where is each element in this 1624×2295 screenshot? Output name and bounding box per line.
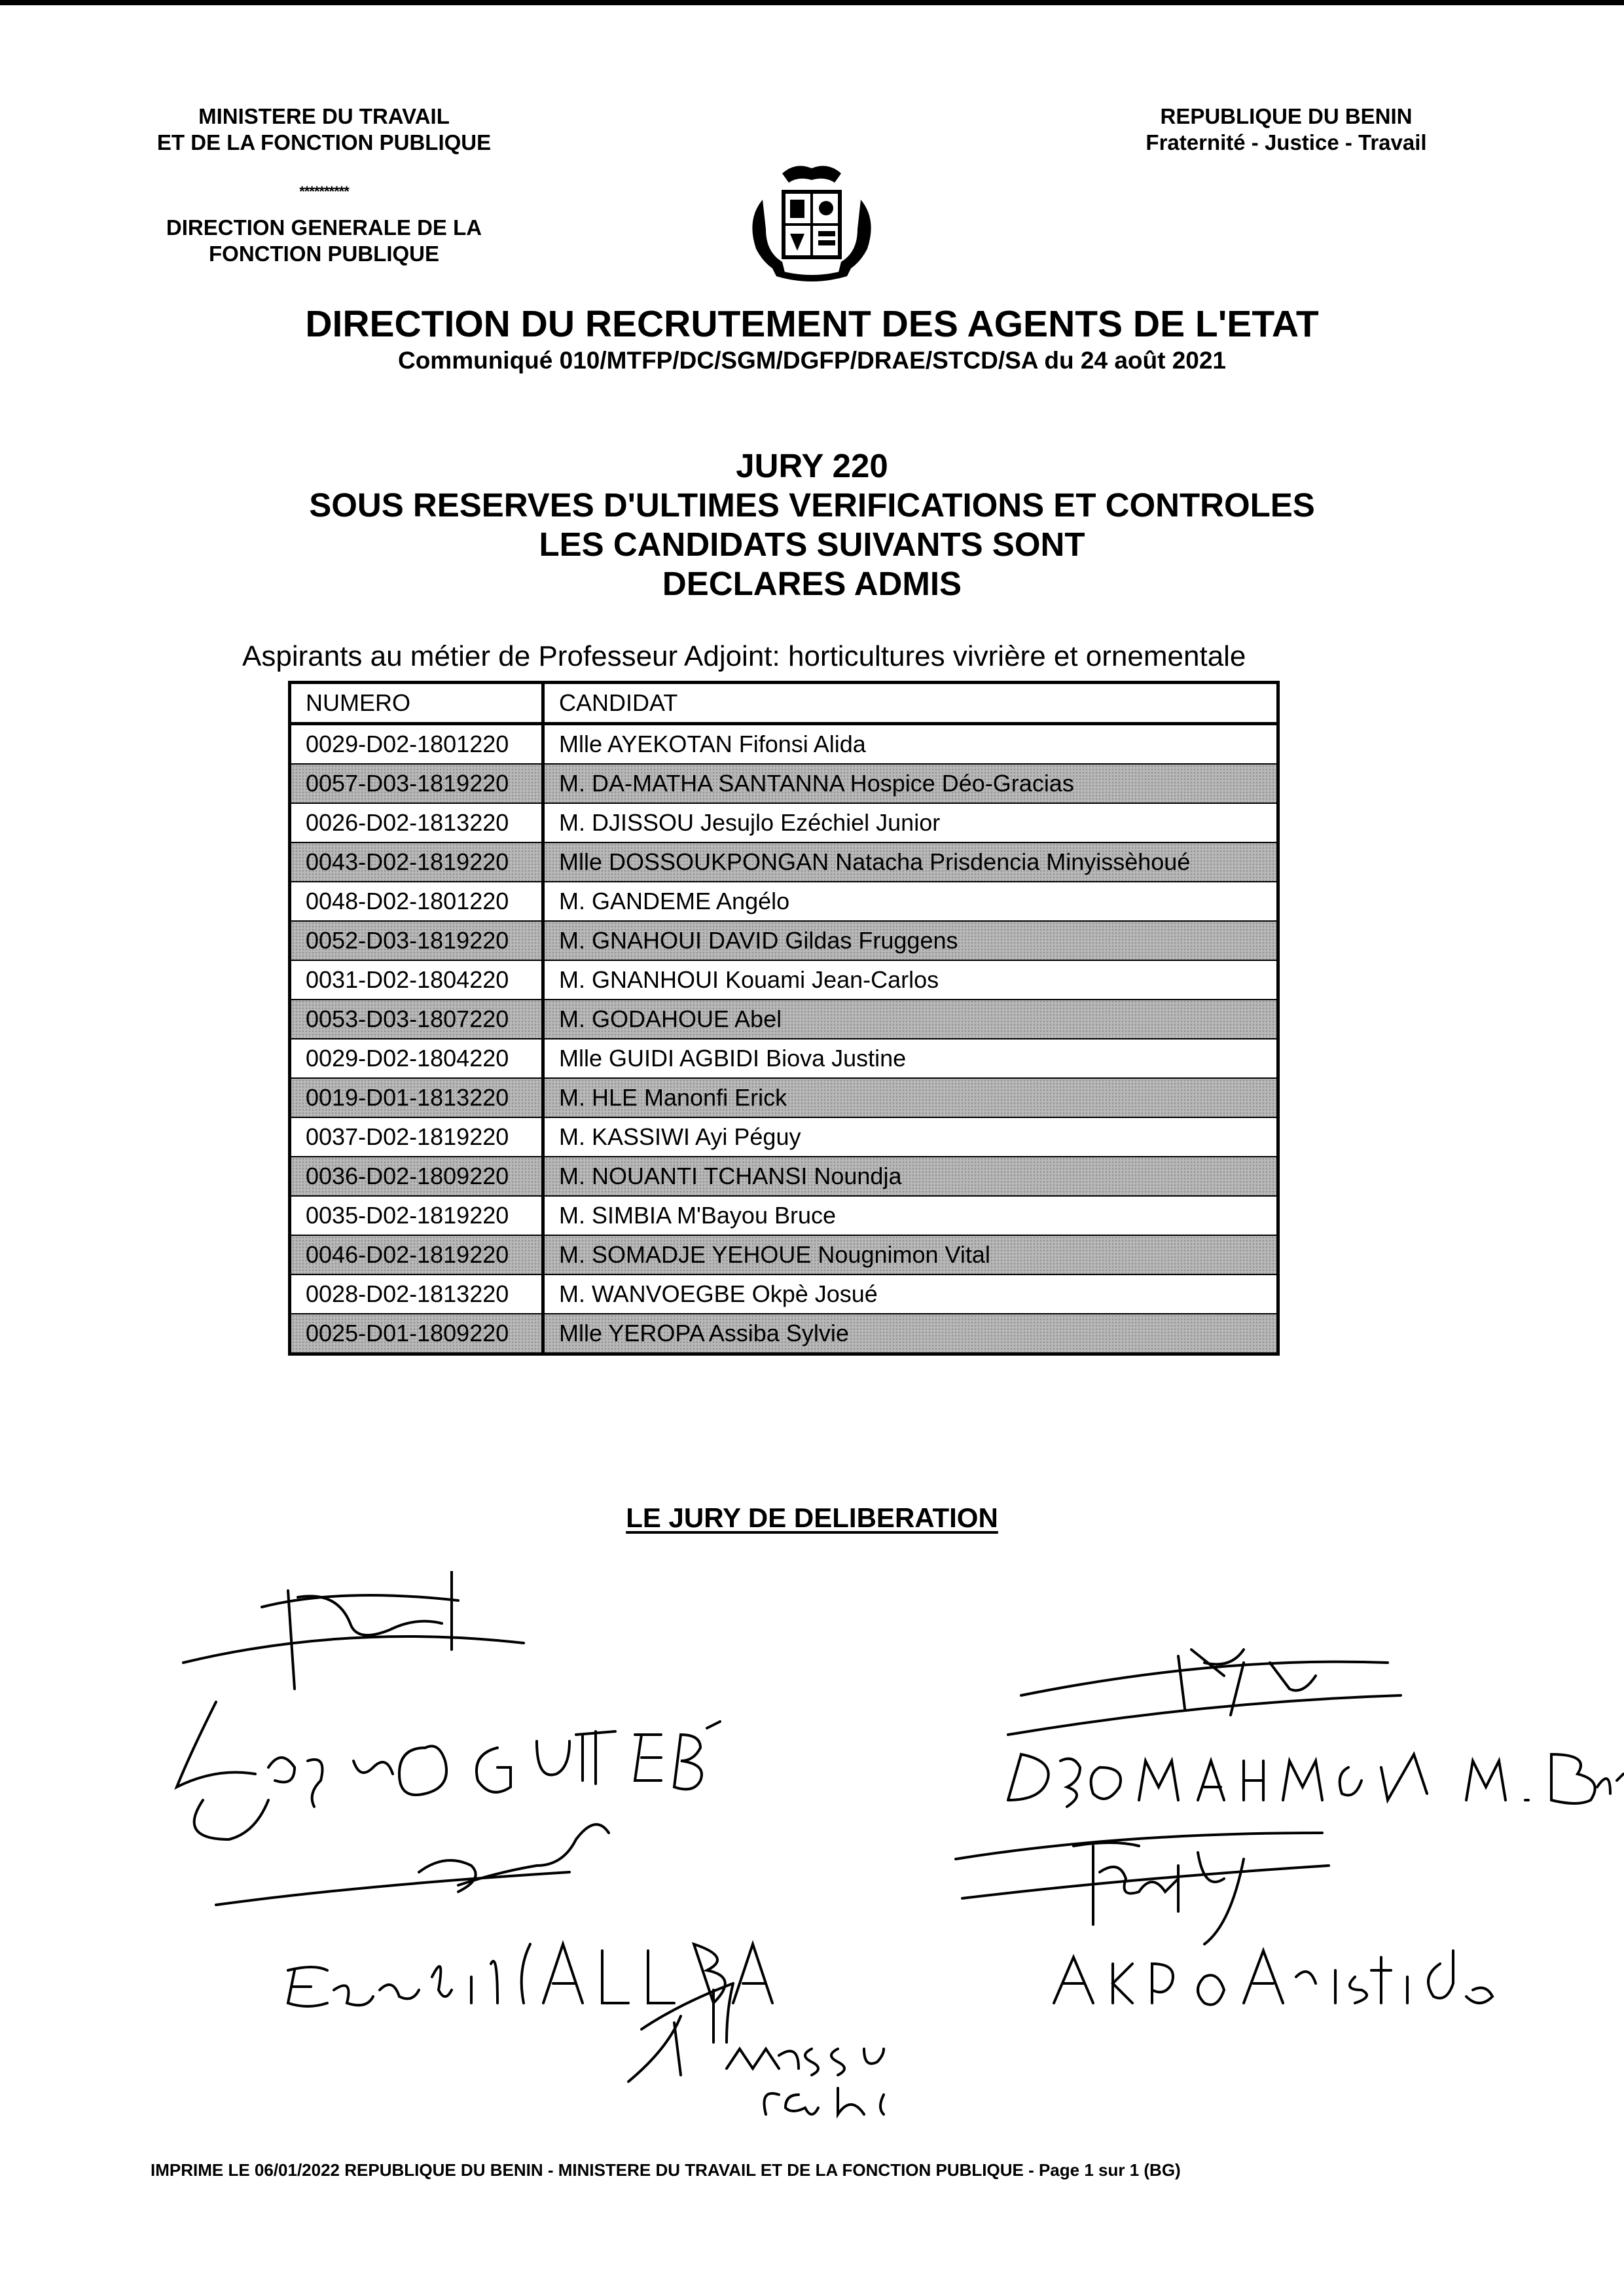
table-row [290,960,1278,1000]
candidate-number: 0028-D02-1813220 [290,1274,543,1314]
republic-motto: Fraternité - Justice - Travail [1146,130,1427,154]
table-row [290,1117,1278,1157]
jury-reserve-line: SOUS RESERVES D'ULTIMES VERIFICATIONS ET CONTROLES [309,486,1315,524]
candidate-number: 0019-D01-1813220 [290,1078,543,1117]
candidate-name: M. KASSIWI Ayi Péguy [543,1117,1278,1157]
candidate-name: M. SOMADJE YEHOUE Nougnimon Vital [543,1235,1278,1274]
admitted-candidates-table [288,681,1280,1356]
candidate-name: M. SIMBIA M'Bayou Bruce [543,1196,1278,1235]
scan-top-border [0,0,1624,5]
candidate-number: 0031-D02-1804220 [290,960,543,1000]
communique-reference: Communiqué 010/MTFP/DC/SGM/DGFP/DRAE/STCD/SA du 24 août 2021 [397,347,1227,374]
jury-number: JURY 220 [736,447,888,484]
table-row [290,882,1278,921]
handwritten-signatures [0,1571,1624,2127]
table-row [290,1196,1278,1235]
candidate-name: M. WANVOEGBE Okpè Josué [543,1274,1278,1314]
header-left [111,103,537,156]
candidate-number: 0053-D03-1807220 [290,1000,543,1039]
candidate-number: 0052-D03-1819220 [290,921,543,960]
table-row [290,1314,1278,1354]
candidate-number: 0043-D02-1819220 [290,842,543,882]
candidate-name: Mlle AYEKOTAN Fifonsi Alida [543,724,1278,765]
table-row [290,1157,1278,1196]
candidate-number: 0036-D02-1809220 [290,1157,543,1196]
print-footer: IMPRIME LE 06/01/2022 REPUBLIQUE DU BENIN - MINISTERE DU TRAVAIL ET DE LA FONCTION PUBLIQUE - Page 1 sur 1 (BG) [151,2160,1181,2180]
direction-line-1: DIRECTION GENERALE DE LA [166,215,482,240]
candidate-name: M. DA-MATHA SANTANNA Hospice Déo-Gracias [543,764,1278,803]
candidate-number: 0037-D02-1819220 [290,1117,543,1157]
header-left-direction [111,215,537,267]
header-separator: ********** [299,183,349,200]
candidate-name: M. GANDEME Angélo [543,882,1278,921]
candidate-number: 0026-D02-1813220 [290,803,543,842]
candidate-name: Mlle GUIDI AGBIDI Biova Justine [543,1039,1278,1078]
table-row [290,724,1278,765]
jury-deliberation-heading: LE JURY DE DELIBERATION [626,1502,998,1533]
candidate-number: 0035-D02-1819220 [290,1196,543,1235]
candidate-name: M. GODAHOUE Abel [543,1000,1278,1039]
candidate-name: M. GNANHOUI Kouami Jean-Carlos [543,960,1278,1000]
candidate-name: M. NOUANTI TCHANSI Noundja [543,1157,1278,1196]
direction-line-2: FONCTION PUBLIQUE [209,242,439,266]
jury-admitted-line: DECLARES ADMIS [662,565,962,602]
direction-title: DIRECTION DU RECRUTEMENT DES AGENTS DE L'ETAT [305,303,1319,345]
table-row [290,921,1278,960]
candidate-name: M. GNAHOUI DAVID Gildas Fruggens [543,921,1278,960]
table-row [290,842,1278,882]
candidate-name: Mlle YEROPA Assiba Sylvie [543,1314,1278,1354]
candidate-name: M. DJISSOU Jesujlo Ezéchiel Junior [543,803,1278,842]
jury-candidates-line: LES CANDIDATS SUIVANTS SONT [539,526,1085,563]
candidate-name: M. HLE Manonfi Erick [543,1078,1278,1117]
table-row [290,803,1278,842]
table-row [290,1078,1278,1117]
column-header-numero: NUMERO [290,683,543,724]
republic-name: REPUBLIQUE DU BENIN [1160,104,1413,128]
ministry-line-2: ET DE LA FONCTION PUBLIQUE [156,130,492,154]
column-header-candidat: CANDIDAT [543,683,1278,724]
table-header-row [290,683,1278,724]
table-row [290,1235,1278,1274]
benin-coat-of-arms-icon [736,160,887,285]
candidate-number: 0057-D03-1819220 [290,764,543,803]
table-row [290,1000,1278,1039]
header-right [1074,103,1499,156]
aspirants-description: Aspirants au métier de Professeur Adjoint: horticultures vivrière et ornementale [242,640,1246,672]
candidate-number: 0046-D02-1819220 [290,1235,543,1274]
table-row [290,1039,1278,1078]
ministry-line-1: MINISTERE DU TRAVAIL [198,104,450,128]
table-row [290,764,1278,803]
candidate-number: 0048-D02-1801220 [290,882,543,921]
jury-heading [0,446,1624,604]
candidate-name: Mlle DOSSOUKPONGAN Natacha Prisdencia Minyissèhoué [543,842,1278,882]
candidate-number: 0029-D02-1804220 [290,1039,543,1078]
candidate-number: 0025-D01-1809220 [290,1314,543,1354]
candidate-number: 0029-D02-1801220 [290,724,543,765]
table-row [290,1274,1278,1314]
